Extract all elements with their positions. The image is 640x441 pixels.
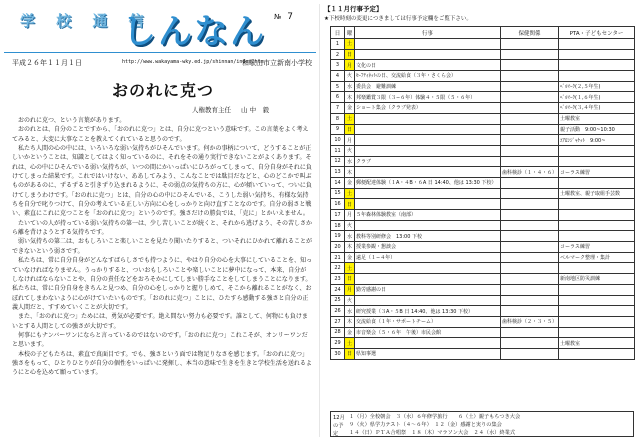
schedule-event-cell: 遠足（１−４年） xyxy=(355,252,501,263)
schedule-pta-cell xyxy=(559,71,635,82)
header-event: 行事 xyxy=(355,27,501,39)
table-row xyxy=(331,295,635,306)
schedule-pta-cell xyxy=(559,263,635,274)
schedule-day-cell: 16 xyxy=(331,199,345,210)
schedule-health-cell xyxy=(501,348,559,359)
schedule-pta-cell xyxy=(559,210,635,221)
table-row xyxy=(331,348,635,359)
schedule-pta-cell xyxy=(559,145,635,156)
schedule-pta-cell xyxy=(559,156,635,167)
schedule-pta-cell xyxy=(559,348,635,359)
schedule-event-cell: 研究授業（３A・５B 日 14:40、他は 13:30 下校） xyxy=(355,306,501,317)
schedule-health-cell: 歯科検診（１・４・６） xyxy=(501,167,559,178)
schedule-pta-cell xyxy=(559,39,635,50)
schedule-pta-cell xyxy=(559,284,635,295)
schedule-pta-cell xyxy=(559,220,635,231)
schedule-day-cell: 29 xyxy=(331,338,345,349)
table-row xyxy=(331,135,635,146)
schedule-event-cell xyxy=(355,49,501,60)
schedule-table xyxy=(330,26,635,360)
newsletter-left-column xyxy=(4,4,316,437)
schedule-health-cell xyxy=(501,327,559,338)
header-weekday: 曜 xyxy=(345,27,355,39)
schedule-pta-cell xyxy=(559,316,635,327)
schedule-weekday-cell: 土 xyxy=(345,338,355,349)
schedule-day-cell: 11 xyxy=(331,145,345,156)
schedule-health-cell xyxy=(501,124,559,135)
schedule-weekday-cell: 金 xyxy=(345,177,355,188)
schedule-header-row xyxy=(331,27,635,39)
schedule-weekday-cell: 日 xyxy=(345,199,355,210)
schedule-day-cell: 10 xyxy=(331,135,345,146)
schedule-weekday-cell: 土 xyxy=(345,39,355,50)
schedule-event-cell: ショート集会（クラブ発表） xyxy=(355,103,501,114)
schedule-event-cell: 市音楽会（５・６年 午後）市民会館 xyxy=(355,327,501,338)
table-row xyxy=(331,177,635,188)
schedule-health-cell xyxy=(501,199,559,210)
schedule-event-cell xyxy=(355,135,501,146)
schedule-pta-cell xyxy=(559,295,635,306)
schedule-weekday-cell: 水 xyxy=(345,156,355,167)
author-role: 人権教育主任 xyxy=(192,106,231,114)
schedule-health-cell xyxy=(501,284,559,295)
schedule-weekday-cell: 月 xyxy=(345,284,355,295)
table-row xyxy=(331,124,635,135)
table-row xyxy=(331,39,635,50)
table-row xyxy=(331,49,635,60)
schedule-pta-cell xyxy=(559,327,635,338)
schedule-weekday-cell: 木 xyxy=(345,316,355,327)
schedule-pta-cell: ベルマーク整理・集計 xyxy=(559,252,635,263)
schedule-day-cell: 21 xyxy=(331,252,345,263)
schedule-day-cell: 6 xyxy=(331,92,345,103)
schedule-health-cell xyxy=(501,338,559,349)
schedule-day-cell: 13 xyxy=(331,167,345,178)
table-row xyxy=(331,71,635,82)
schedule-weekday-cell: 日 xyxy=(345,348,355,359)
schedule-event-cell xyxy=(355,295,501,306)
schedule-event-cell: 郵便配達体験（１A・４B・６A 日 14:40、他は 13:30 下校） xyxy=(355,177,501,188)
masthead-title: しんなん xyxy=(122,12,266,52)
schedule-day-cell: 27 xyxy=(331,316,345,327)
table-row xyxy=(331,60,635,71)
december-line: ９（火）県学力テスト（４〜６年） １２（金）感謝と実りの集会 xyxy=(349,422,502,428)
schedule-event-cell: 邦楽鑑賞３限（３−６年）体験４・５限（５・６年） xyxy=(355,92,501,103)
paragraph: 私たち人間の心の中には、いろいろな弱い気持ちがひそんでいます。何かの事柄について、どうすることが正しいかということは、知識としてはよく知っているのに、それをその通り実行できないことがよくあります。それは、心の中にひそんでいる弱い気持ちが、いつの間にかいっぱいにひろがってしまって、自分自身がそれに負けてしまった結果です。これではいけない、ああしてみよう、こんなことでは駄目だなどと、心のどこかで叫ぶものがあるのに、ずるずると引きずり込まれるように、その弱点の気持ちの方に、心が傾いていって、ついに負けてしまうわけです。「おのれに克つ」とは、自分の心の中にひそんでいる、こうした弱い気持ち、有様な気持ちを自分で叱りつけて、自分の考えている正しい方向に心をしっかりと向け直すことなのです。自分の弱さと戦い、素直にこれに克つことを「おのれに克つ」というのです。強さだけの勝負では、「克に」とかいえません。 xyxy=(12,145,312,218)
schedule-health-cell xyxy=(501,263,559,274)
schedule-pta-cell: 親子活動 9:00~10:30 xyxy=(559,124,635,135)
schedule-day-cell: 26 xyxy=(331,306,345,317)
issue-value: 7 xyxy=(287,12,294,22)
table-row xyxy=(331,210,635,221)
schedule-day-cell: 17 xyxy=(331,210,345,221)
schedule-pta-cell xyxy=(559,177,635,188)
schedule-event-cell xyxy=(355,220,501,231)
schedule-pta-cell: ﾍﾞﾙﾏｰｸ(２,５年生) xyxy=(559,81,635,92)
schedule-event-cell xyxy=(355,338,501,349)
schedule-event-cell: 交流給食（１年・サポートチーム） xyxy=(355,316,501,327)
schedule-column xyxy=(324,4,636,437)
schedule-pta-cell: 土曜教室 xyxy=(559,338,635,349)
table-row xyxy=(331,220,635,231)
table-row xyxy=(331,145,635,156)
schedule-health-cell xyxy=(501,306,559,317)
schedule-pta-cell xyxy=(559,231,635,242)
schedule-day-cell: 15 xyxy=(331,188,345,199)
schedule-weekday-cell: 日 xyxy=(345,49,355,60)
schedule-day-cell: 1 xyxy=(331,39,345,50)
schedule-pta-cell: ﾍﾞﾙﾏｰｸ(３,４年生) xyxy=(559,103,635,114)
schedule-weekday-cell: 水 xyxy=(345,306,355,317)
masthead xyxy=(4,4,316,62)
table-row xyxy=(331,231,635,242)
schedule-health-cell xyxy=(501,188,559,199)
masthead-kicker: 学 校 通 信 xyxy=(20,12,152,30)
schedule-weekday-cell: 火 xyxy=(345,71,355,82)
masthead-rule xyxy=(4,52,316,53)
schedule-weekday-cell: 日 xyxy=(345,274,355,285)
schedule-weekday-cell: 月 xyxy=(345,135,355,146)
schedule-weekday-cell: 火 xyxy=(345,295,355,306)
schedule-pta-cell xyxy=(559,49,635,60)
schedule-health-cell xyxy=(501,231,559,242)
column-divider xyxy=(319,4,320,437)
article-author xyxy=(192,105,269,114)
paragraph: たいていの人が持っている弱い気持ちの第一は、少し苦しいことが続くと、それから逃げよう、その苦しさから離を背けようとする気持ちです。 xyxy=(12,219,313,237)
schedule-weekday-cell: 月 xyxy=(345,210,355,221)
paragraph: 私たちは、常に自分自身がどんなすばらしさでも持つように、やはり自分の心を大事にしていることを、知っていなければなりません。うっかりすると、ついおもしろいことや楽しいことに夢中になって、本来、自分がしなければならないことや、自分の責任などをおろそかにしてしまい勝手なことをしてしまうことになります。私たちは、常に自分自身をきちんと見つめ、自分の心をしっかりと握りしめて、そこから離れることがなく、おぼれてしまわないように心がけていたいものです。「おのれに克つ」ことに、ひたすら感動する強さと自分の正義人間だと、すすめていくことが大切です。 xyxy=(12,257,313,311)
table-row xyxy=(331,188,635,199)
schedule-event-cell xyxy=(355,167,501,178)
schedule-day-cell: 2 xyxy=(331,49,345,60)
december-line: １４（日）ＰＴＡ合唱祭 １８（木）マラソン大会 ２４（水）終業式 xyxy=(349,430,516,436)
schedule-event-cell: ｾｰﾌﾃｨﾈｯﾄの日、交流給食（３年・さくら会） xyxy=(355,71,501,82)
paragraph: 本校の子どもたちは、素直で真面目です。でも、強さという面では物足りなさを感じます。「おのれに克つ」強さをもって、ひとりひとりが自分の個性をいっぱいに発揮し、本当の意味で生きを生きと学校生活を送れるようにと心を込めて願っています。 xyxy=(12,350,312,377)
schedule-day-cell: 9 xyxy=(331,124,345,135)
schedule-health-cell xyxy=(501,81,559,92)
dateline xyxy=(4,58,316,70)
schedule-day-cell: 18 xyxy=(331,220,345,231)
schedule-event-cell: 授業参観・懇談会 xyxy=(355,242,501,253)
schedule-weekday-cell: 土 xyxy=(345,263,355,274)
table-row xyxy=(331,274,635,285)
table-row xyxy=(331,327,635,338)
schedule-day-cell: 20 xyxy=(331,242,345,253)
table-row xyxy=(331,156,635,167)
schedule-pta-cell: 土曜教室、親子取組手芸数 xyxy=(559,188,635,199)
schedule-health-cell xyxy=(501,242,559,253)
schedule-day-cell: 24 xyxy=(331,284,345,295)
schedule-health-cell xyxy=(501,103,559,114)
schedule-day-cell: 5 xyxy=(331,81,345,92)
issue-label: № xyxy=(274,13,282,21)
schedule-health-cell xyxy=(501,156,559,167)
issue-date: 平成２６年１１月１日 xyxy=(12,59,82,67)
schedule-pta-cell: ﾍﾞﾙﾏｰｸ(１,６年生) xyxy=(559,92,635,103)
schedule-title: 【１１月行事予定】 xyxy=(324,5,383,13)
schedule-event-cell xyxy=(355,124,501,135)
table-row xyxy=(331,81,635,92)
schedule-weekday-cell: 金 xyxy=(345,103,355,114)
schedule-pta-cell: コーラス練習 xyxy=(559,242,635,253)
schedule-event-cell xyxy=(355,113,501,124)
article-body xyxy=(12,116,312,378)
schedule-event-cell: 県知事選 xyxy=(355,348,501,359)
schedule-day-cell: 28 xyxy=(331,327,345,338)
schedule-event-cell: クラブ xyxy=(355,156,501,167)
schedule-event-cell xyxy=(355,188,501,199)
schedule-event-cell xyxy=(355,199,501,210)
article-title: おのれに克つ xyxy=(112,81,215,100)
schedule-weekday-cell: 水 xyxy=(345,231,355,242)
december-label: 12月の予定 xyxy=(333,415,345,437)
paragraph: おのれとは、自分のことですから、「おのれに克つ」とは、自分に克つという意味です。この言葉をよく考えてみると、大変に大事なことを教えてくれていると思うのです。 xyxy=(12,126,309,143)
schedule-health-cell xyxy=(501,145,559,156)
table-row xyxy=(331,316,635,327)
schedule-pta-cell: ｴｱﾛﾝｼﾞｬｹｯﾄ 9:00~ xyxy=(559,135,635,146)
schedule-event-cell xyxy=(355,274,501,285)
schedule-day-cell: 19 xyxy=(331,231,345,242)
schedule-event-cell: ５年森林体験教室（南部） xyxy=(355,210,501,221)
december-line: １（月）全校朝会 ３（水）６年修学旅行 ６（土）親子もちつき大会 xyxy=(349,414,521,420)
schedule-weekday-cell: 日 xyxy=(345,124,355,135)
schedule-weekday-cell: 金 xyxy=(345,252,355,263)
schedule-health-cell xyxy=(501,113,559,124)
table-row xyxy=(331,338,635,349)
author-name: 山 中 毅 xyxy=(241,106,270,114)
table-row xyxy=(331,103,635,114)
december-schedule xyxy=(330,411,634,437)
schedule-health-cell xyxy=(501,39,559,50)
schedule-event-cell xyxy=(355,263,501,274)
schedule-day-cell: 14 xyxy=(331,177,345,188)
table-row xyxy=(331,199,635,210)
schedule-pta-cell: コーラス練習 xyxy=(559,167,635,178)
schedule-health-cell xyxy=(501,220,559,231)
schedule-weekday-cell: 土 xyxy=(345,188,355,199)
schedule-day-cell: 25 xyxy=(331,295,345,306)
table-row xyxy=(331,263,635,274)
header-pta: PTA・子どもセンター xyxy=(559,27,635,39)
schedule-weekday-cell: 金 xyxy=(345,327,355,338)
schedule-health-cell xyxy=(501,60,559,71)
schedule-health-cell xyxy=(501,135,559,146)
table-row xyxy=(331,252,635,263)
schedule-note: ★下校時刻の変更につきましては行事予定欄をご覧下さい。 xyxy=(324,16,472,22)
schedule-health-cell xyxy=(501,274,559,285)
schedule-weekday-cell: 月 xyxy=(345,60,355,71)
schedule-weekday-cell: 木 xyxy=(345,167,355,178)
schedule-weekday-cell: 火 xyxy=(345,145,355,156)
schedule-weekday-cell: 土 xyxy=(345,113,355,124)
schedule-day-cell: 30 xyxy=(331,348,345,359)
paragraph: 弱い気持ちの第二は、おもしろいこと楽しいことを見たり聞いたりすると、ついそれにひかれて離れることができないという弱さです。 xyxy=(12,238,313,255)
school-url[interactable]: http://www.wakayama-wky.ed.jp/shinnan/index.htm xyxy=(122,59,264,65)
schedule-weekday-cell: 火 xyxy=(345,220,355,231)
schedule-event-cell: 文化の日 xyxy=(355,60,501,71)
paragraph: また、「おのれに克つ」ためには、勇気が必要です。絶え間ない努力も必要です。誰として、何物にも負けまいとする人間としての強さが大切です。 xyxy=(12,313,308,330)
schedule-day-cell: 12 xyxy=(331,156,345,167)
schedule-event-cell: 勤労感謝の日 xyxy=(355,284,501,295)
schedule-weekday-cell: 水 xyxy=(345,81,355,92)
table-row xyxy=(331,167,635,178)
issue-number xyxy=(274,12,293,22)
schedule-day-cell: 3 xyxy=(331,60,345,71)
header-day: 日 xyxy=(331,27,345,39)
schedule-day-cell: 8 xyxy=(331,113,345,124)
schedule-weekday-cell: 木 xyxy=(345,242,355,253)
schedule-day-cell: 22 xyxy=(331,263,345,274)
paragraph: 何事にもナンバーワンにならと言っているのではないのです。「おのれに克つ」これこそが、オンリーワンだと思います。 xyxy=(12,331,308,349)
schedule-pta-cell xyxy=(559,306,635,317)
schedule-health-cell xyxy=(501,295,559,306)
table-row xyxy=(331,284,635,295)
schedule-pta-cell: 新南地区防災訓練 xyxy=(559,274,635,285)
paragraph: おのれに克つ、という言葉があります。 xyxy=(18,117,126,124)
schedule-event-cell xyxy=(355,145,501,156)
schedule-health-cell: 歯科検診（２・３・５） xyxy=(501,316,559,327)
table-row xyxy=(331,242,635,253)
schedule-event-cell: 委員会 避難訓練 xyxy=(355,81,501,92)
schedule-pta-cell xyxy=(559,199,635,210)
schedule-health-cell xyxy=(501,71,559,82)
schedule-pta-cell: 土曜教室 xyxy=(559,113,635,124)
schedule-body xyxy=(331,39,635,360)
schedule-day-cell: 23 xyxy=(331,274,345,285)
header-health: 保健関係 xyxy=(501,27,559,39)
schedule-pta-cell xyxy=(559,60,635,71)
schedule-day-cell: 4 xyxy=(331,71,345,82)
schedule-health-cell xyxy=(501,92,559,103)
schedule-health-cell xyxy=(501,49,559,60)
schedule-day-cell: 7 xyxy=(331,103,345,114)
schedule-health-cell xyxy=(501,177,559,188)
schedule-event-cell: 教科等別研修会 13:00 下校 xyxy=(355,231,501,242)
schedule-health-cell xyxy=(501,252,559,263)
table-row xyxy=(331,113,635,124)
schedule-health-cell xyxy=(501,210,559,221)
schedule-event-cell xyxy=(355,39,501,50)
school-name: 和歌山市立新南小学校 xyxy=(242,59,312,67)
schedule-weekday-cell: 木 xyxy=(345,92,355,103)
table-row xyxy=(331,306,635,317)
table-row xyxy=(331,92,635,103)
